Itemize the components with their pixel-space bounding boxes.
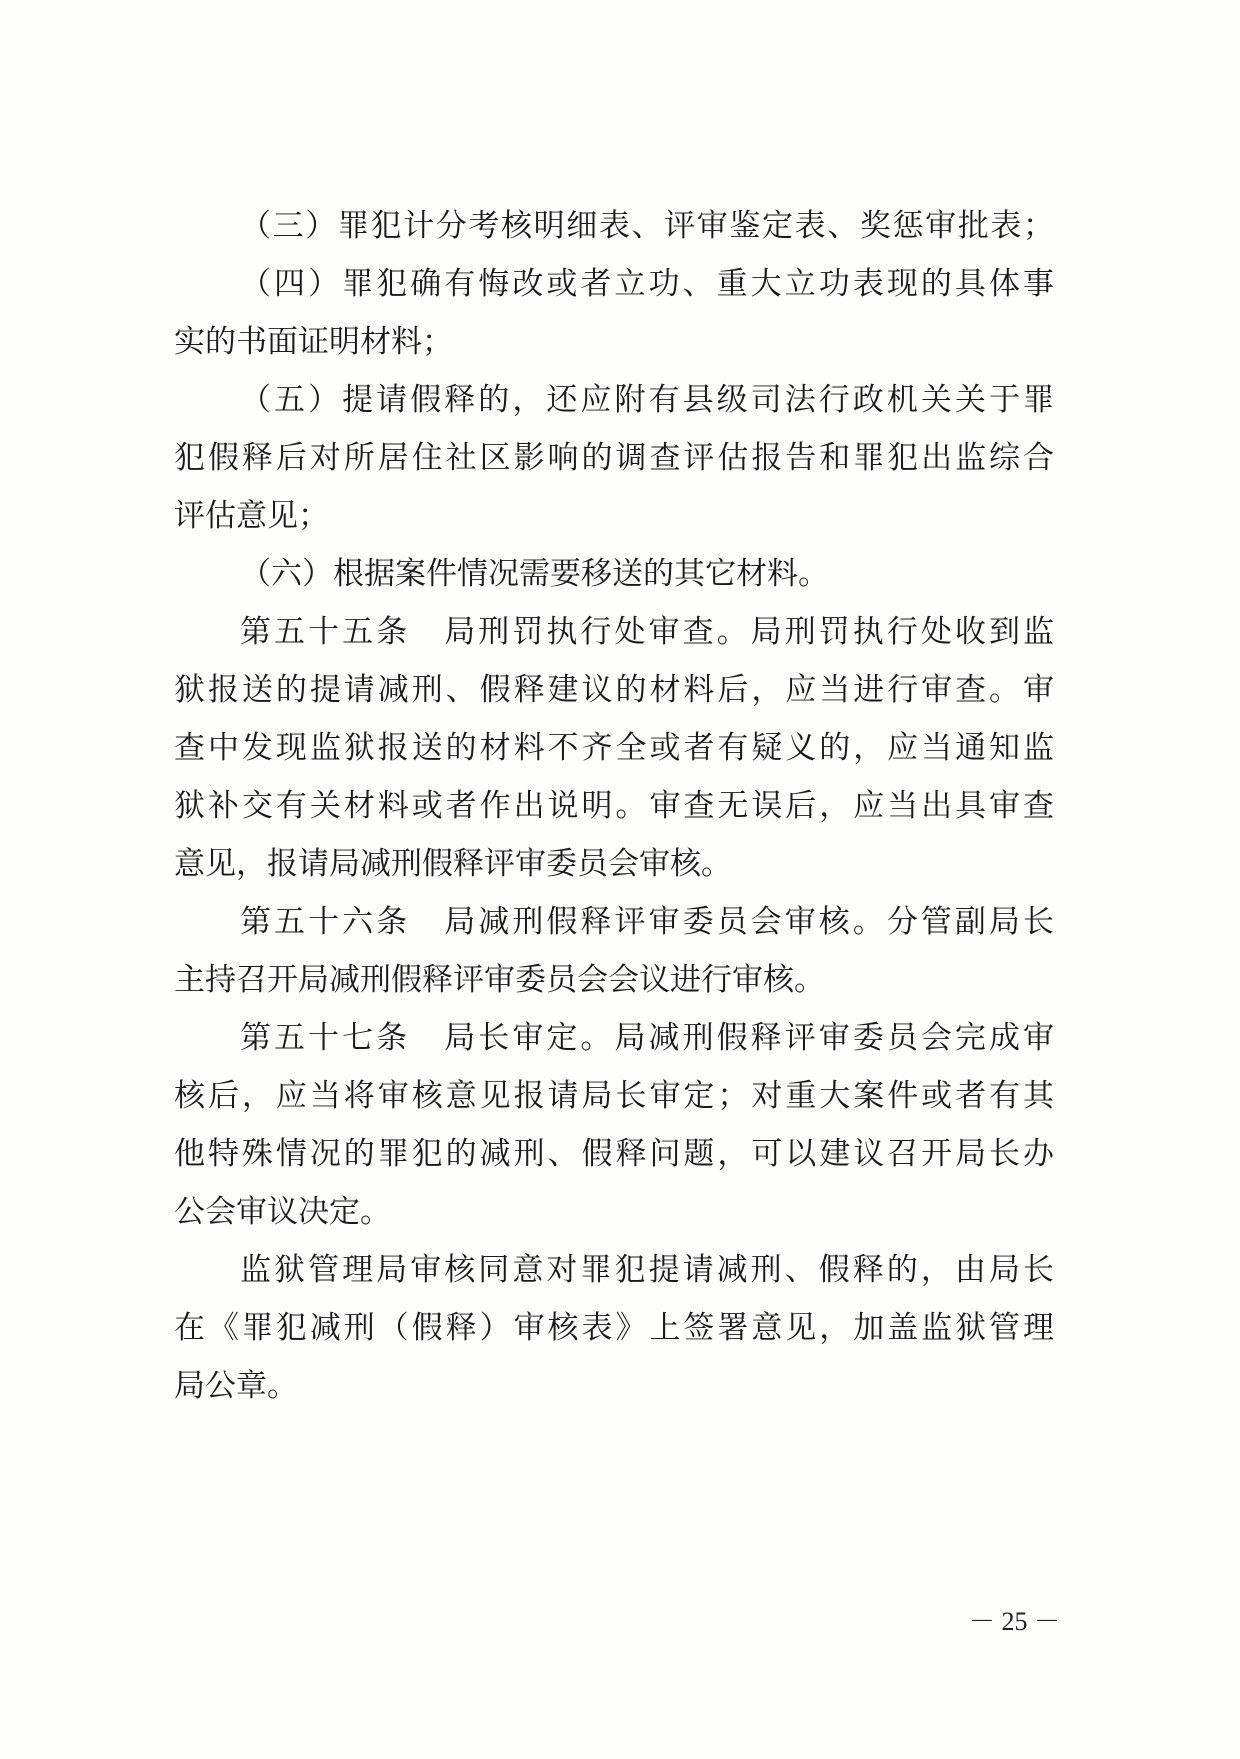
paragraph-line: （四）罪犯确有悔改或者立功、重大立功表现的具体事: [240, 266, 1054, 302]
page-number: － 25 －: [968, 1607, 1060, 1636]
paragraph-line: 核后，应当将审核意见报请局长审定；对重大案件或者有其: [174, 1078, 1054, 1114]
paragraph-line: 他特殊情况的罪犯的减刑、假释问题，可以建议召开局长办: [174, 1136, 1054, 1172]
paragraph-line: 评估意见；: [174, 498, 329, 534]
paragraph-line: 实的书面证明材料；: [174, 324, 453, 360]
article-55-heading-line: 第五十五条 局刑罚执行处审查。局刑罚执行处收到监: [240, 614, 1054, 650]
article-57-heading-line: 第五十七条 局长审定。局减刑假释评审委员会完成审: [240, 1020, 1054, 1056]
article-56-heading-line: 第五十六条 局减刑假释评审委员会审核。分管副局长: [240, 904, 1054, 940]
paragraph-line: 狱补交有关材料或者作出说明。审查无误后，应当出具审查: [174, 788, 1054, 824]
paragraph-line: 犯假释后对所居住社区影响的调查评估报告和罪犯出监综合: [174, 440, 1054, 476]
paragraph-line: 公会审议决定。: [174, 1194, 391, 1230]
paragraph-line: 在《罪犯减刑（假释）审核表》上签署意见，加盖监狱管理: [174, 1310, 1054, 1346]
paragraph-line: 主持召开局减刑假释评审委员会会议进行审核。: [174, 962, 825, 998]
paragraph-line: （三）罪犯计分考核明细表、评审鉴定表、奖惩审批表；: [240, 208, 1054, 244]
paragraph-line: （五）提请假释的，还应附有县级司法行政机关关于罪: [240, 382, 1054, 418]
paragraph-line: 意见，报请局减刑假释评审委员会审核。: [174, 846, 732, 882]
paragraph-line: 局公章。: [174, 1368, 298, 1404]
paragraph-line: （六）根据案件情况需要移送的其它材料。: [240, 556, 829, 592]
paragraph-line: 监狱管理局审核同意对罪犯提请减刑、假释的，由局长: [240, 1252, 1054, 1288]
paragraph-line: 狱报送的提请减刑、假释建议的材料后，应当进行审查。审: [174, 672, 1054, 708]
paragraph-line: 查中发现监狱报送的材料不齐全或者有疑义的，应当通知监: [174, 730, 1054, 766]
